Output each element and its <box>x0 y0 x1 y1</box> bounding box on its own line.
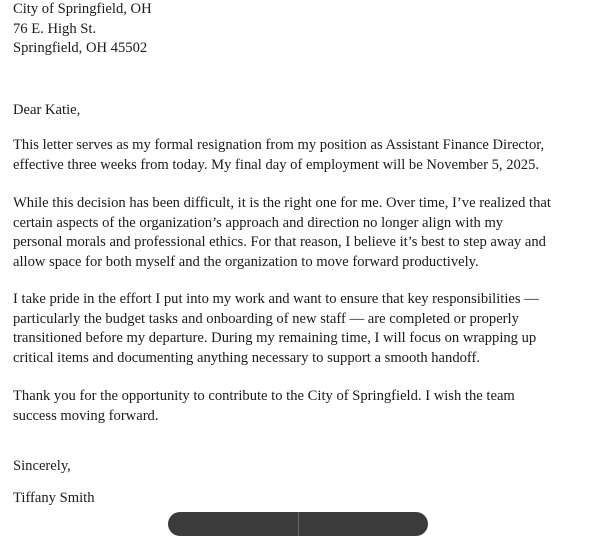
paragraph-line: This letter serves as my formal resignation from my position as Assistant Finance Director, <box>13 137 545 153</box>
paragraph-line: particularly the budget tasks and onboarding of new staff — are completed or properly <box>13 310 519 327</box>
sender-line-2: 76 E. High St. <box>13 20 97 37</box>
paragraph-2 <box>13 194 551 272</box>
salutation <box>13 101 80 121</box>
sender-line-1: City of Springfield, OH <box>13 1 152 17</box>
paragraph-line: certain aspects of the organization’s approach and direction no longer align with my <box>13 214 504 231</box>
paragraph-4 <box>13 387 515 426</box>
paragraph-line: Thank you for the opportunity to contribute to the City of Springfield. I wish the team <box>13 388 515 404</box>
salutation-text: Dear Katie, <box>13 102 81 118</box>
paragraph-line: I take pride in the effort I put into my work and want to ensure that key responsibilities — <box>13 291 539 307</box>
paragraph-line: effective three weeks from today. My final day of employment will be November 5, 2025. <box>13 156 540 173</box>
paragraph-line: personal morals and professional ethics. For that reason, I believe it’s best to step away and <box>13 234 546 250</box>
paragraph-1 <box>13 136 544 175</box>
paragraph-line: success moving forward. <box>13 407 159 424</box>
paragraph-line: critical items and documenting anything necessary to support a smooth handoff. <box>13 349 481 366</box>
sender-address <box>13 0 152 59</box>
closing-text: Sincerely, <box>13 458 71 474</box>
paragraph-line: transitioned before my departure. During my remaining time, I will focus on wrapping up <box>13 330 537 346</box>
signature-text: Tiffany Smith <box>13 490 95 506</box>
paragraph-line: allow space for both myself and the organization to move forward productively. <box>13 253 479 270</box>
paragraph-line: While this decision has been difficult, it is the right one for me. Over time, I’ve realized that <box>13 195 551 211</box>
paragraph-3 <box>13 290 539 368</box>
sender-line-3: Springfield, OH 45502 <box>13 40 148 56</box>
closing <box>13 457 71 477</box>
signature <box>13 489 95 509</box>
